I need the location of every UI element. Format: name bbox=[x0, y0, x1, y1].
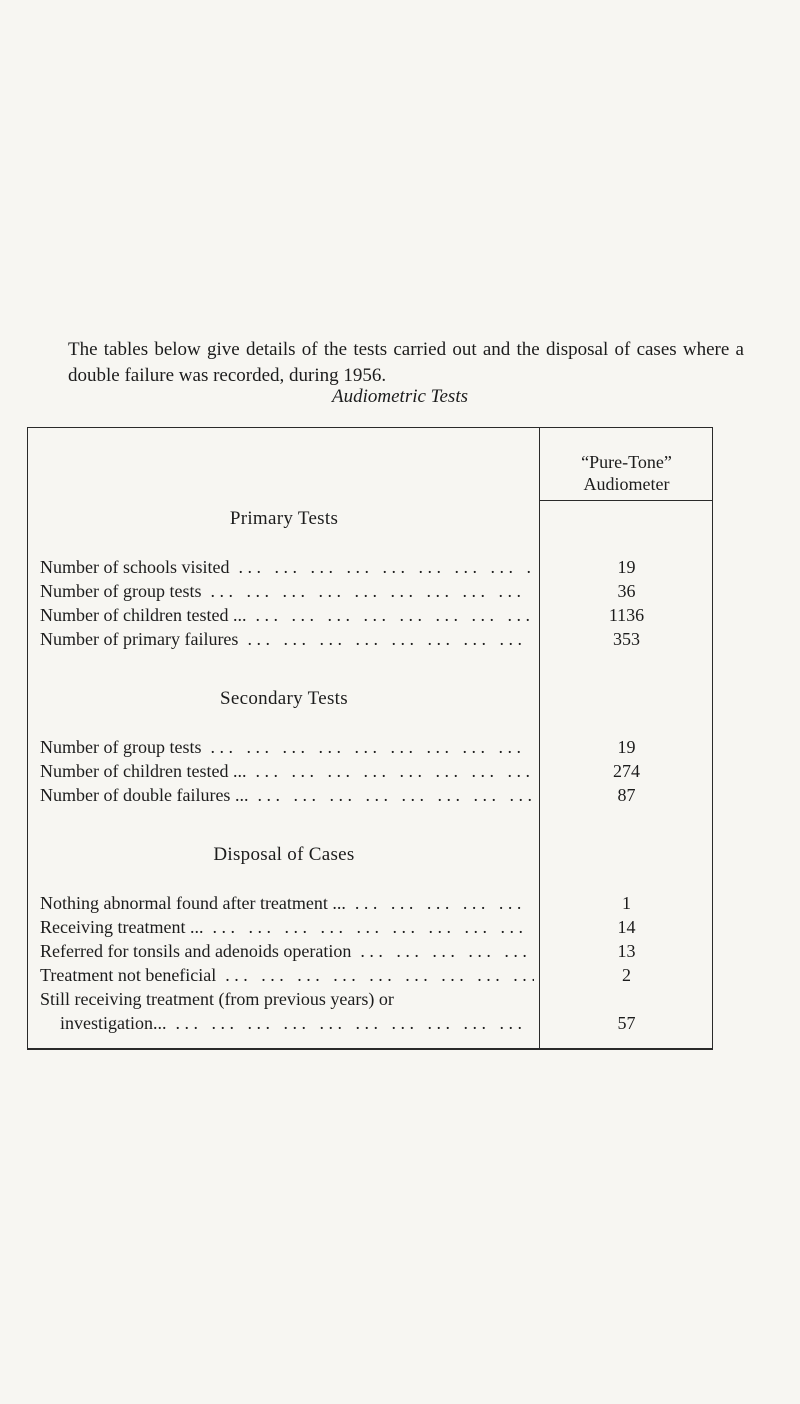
row-value: 14 bbox=[617, 917, 636, 937]
table-row bbox=[40, 603, 713, 627]
table-row bbox=[40, 555, 713, 579]
table-title: Audiometric Tests bbox=[332, 386, 468, 407]
row-value: 274 bbox=[613, 761, 640, 781]
table-row bbox=[40, 783, 713, 807]
row-label: Treatment not beneficial . . . bbox=[40, 963, 534, 987]
row-label: Referred for tonsils and adenoids operation . . . bbox=[40, 939, 534, 963]
row-label: Receiving treatment ... . . . bbox=[40, 915, 534, 939]
section-heading-disposal-of-cases: Disposal of Cases bbox=[213, 844, 355, 865]
column-header-line-2: Audiometer bbox=[583, 474, 670, 494]
row-value: 87 bbox=[617, 785, 636, 805]
table-row bbox=[40, 915, 713, 939]
row-value: 19 bbox=[617, 737, 636, 757]
intro-paragraph: The tables below give details of the tests carried out and the disposal of cases where a double failure was recorded, during 1956. bbox=[68, 339, 744, 386]
row-value: 19 bbox=[617, 557, 636, 577]
table-row bbox=[40, 627, 713, 651]
table-row bbox=[40, 1011, 713, 1035]
row-value: 353 bbox=[613, 629, 640, 649]
table-row bbox=[40, 579, 713, 603]
row-label-continuation: investigation... . . . bbox=[40, 1011, 534, 1035]
table-row bbox=[40, 759, 713, 783]
column-header-pure-tone-audiometer bbox=[540, 451, 713, 495]
row-value: 57 bbox=[617, 1013, 636, 1033]
section-heading-secondary-tests: Secondary Tests bbox=[220, 688, 348, 709]
table-row bbox=[40, 939, 713, 963]
table-row bbox=[40, 891, 713, 915]
row-value: 1 bbox=[622, 893, 631, 913]
table-row bbox=[40, 735, 713, 759]
row-label: Number of schools visited . . . bbox=[40, 555, 534, 579]
row-label-first-line: Still receiving treatment (from previous years) or bbox=[40, 989, 394, 1009]
row-label: Number of children tested ... . . . bbox=[40, 603, 534, 627]
row-label: Number of group tests . . . bbox=[40, 735, 534, 759]
header-rule bbox=[539, 500, 713, 501]
row-value: 1136 bbox=[608, 605, 645, 625]
row-label: Number of group tests . . . bbox=[40, 579, 534, 603]
row-label: Number of double failures ... . . . bbox=[40, 783, 534, 807]
row-value: 36 bbox=[617, 581, 636, 601]
row-label: Number of primary failures . . . bbox=[40, 627, 534, 651]
column-header-line-1: “Pure-Tone” bbox=[581, 452, 672, 472]
row-label: Number of children tested ... . . . bbox=[40, 759, 534, 783]
row-label: Nothing abnormal found after treatment ... . . . bbox=[40, 891, 534, 915]
section-heading-primary-tests: Primary Tests bbox=[229, 508, 339, 529]
table-row bbox=[40, 963, 713, 987]
row-value: 13 bbox=[617, 941, 636, 961]
row-value: 2 bbox=[622, 965, 631, 985]
